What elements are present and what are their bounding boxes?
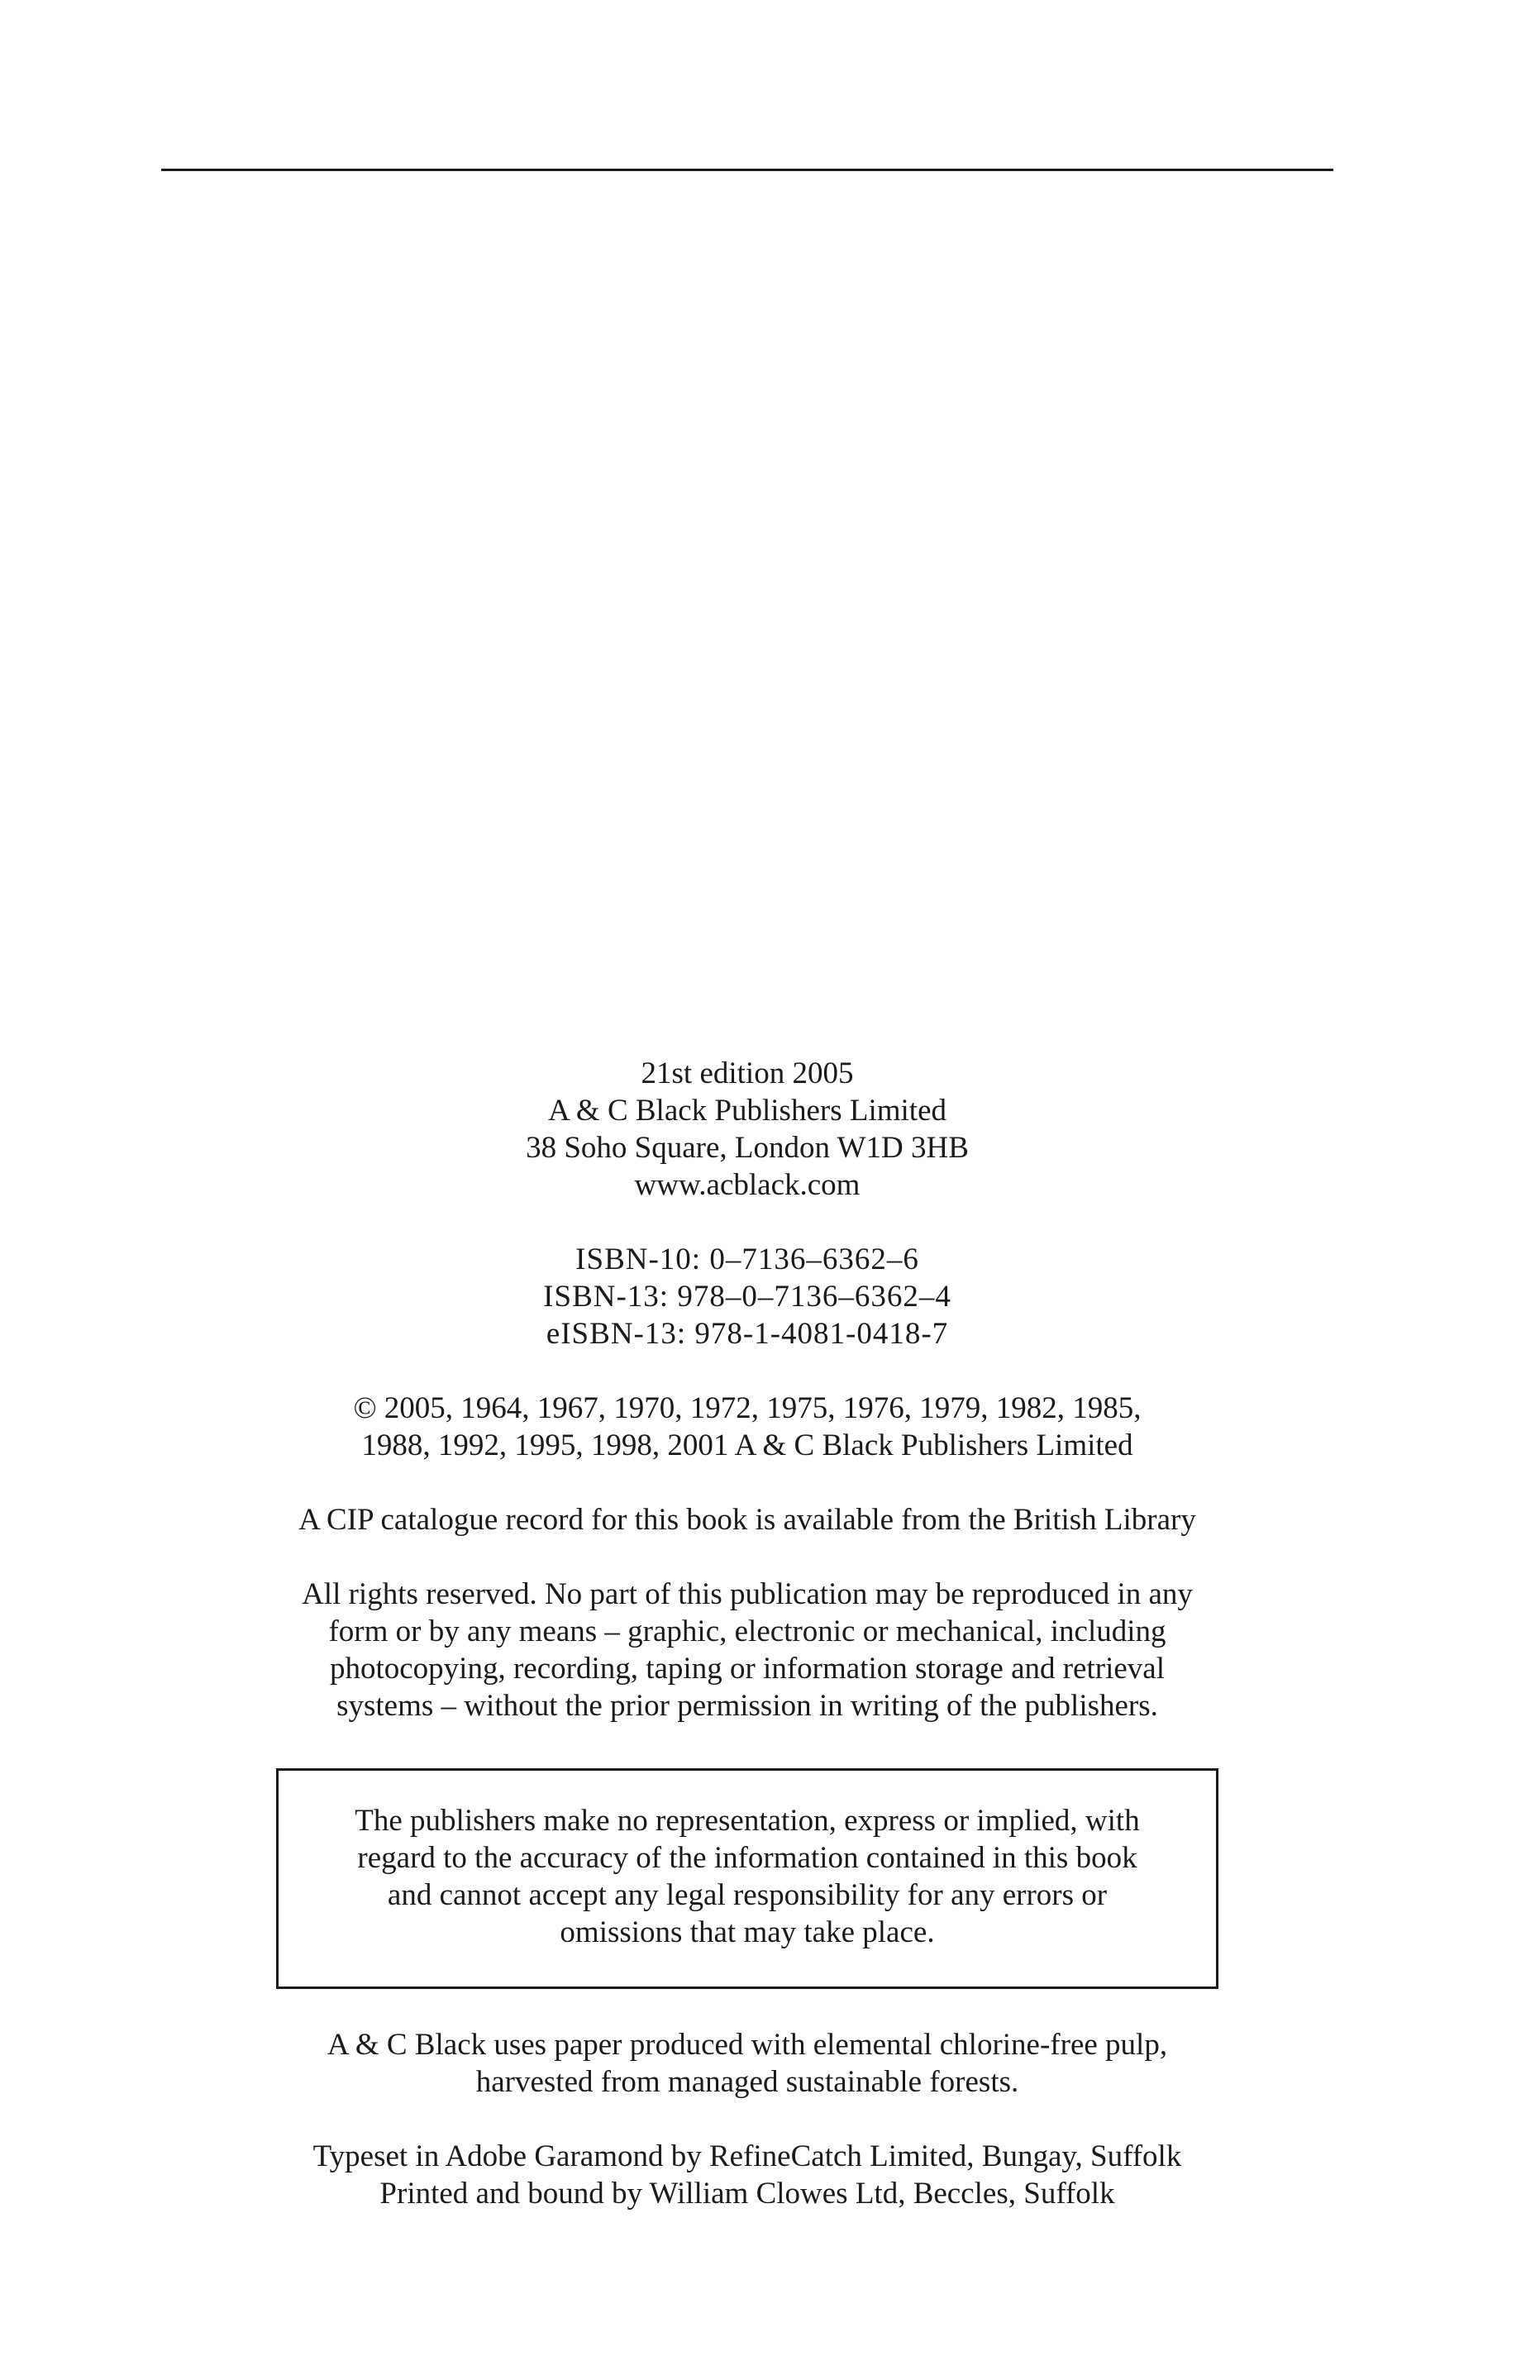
rights-block: [161, 1576, 1333, 1724]
cip-line: A CIP catalogue record for this book is available from the British Library: [298, 1503, 1196, 1537]
rights-line: All rights reserved. No part of this publication may be reproduced in any: [302, 1577, 1193, 1611]
top-rule: [161, 169, 1333, 171]
rights-line: photocopying, recording, taping or information storage and retrieval: [329, 1652, 1165, 1686]
typeset-block: [161, 2138, 1333, 2212]
cip-block: [161, 1501, 1333, 1538]
disclaimer-line: regard to the accuracy of the information contained in this book: [357, 1841, 1137, 1875]
typeset-line: Typeset in Adobe Garamond by RefineCatch Limited, Bungay, Suffolk: [312, 2139, 1182, 2173]
rights-line: systems – without the prior permission in writing of the publishers.: [336, 1689, 1158, 1723]
disclaimer-line: omissions that may take place.: [560, 1915, 935, 1949]
rights-line: form or by any means – graphic, electronic or mechanical, including: [328, 1614, 1166, 1648]
paper-block: [161, 2026, 1333, 2101]
copyright-line: © 2005, 1964, 1967, 1970, 1972, 1975, 1976, 1979, 1982, 1985,: [353, 1391, 1142, 1425]
copyright-line: 1988, 1992, 1995, 1998, 2001 A & C Black Publishers Limited: [361, 1428, 1133, 1462]
printer-line: Printed and bound by William Clowes Ltd, Beccles, Suffolk: [379, 2177, 1115, 2211]
isbn-13: ISBN-13: 978–0–7136–6362–4: [543, 1280, 951, 1314]
isbn-block: [161, 1241, 1333, 1352]
publisher-address: 38 Soho Square, London W1D 3HB: [526, 1131, 969, 1165]
publisher-name: A & C Black Publishers Limited: [547, 1094, 946, 1128]
publisher-website: www.acblack.com: [634, 1168, 861, 1202]
paper-line: harvested from managed sustainable forests.: [475, 2065, 1019, 2099]
disclaimer-line: The publishers make no representation, express or implied, with: [355, 1804, 1140, 1838]
paper-line: A & C Black uses paper produced with elemental chlorine-free pulp,: [327, 2028, 1168, 2062]
edition-line: 21st edition 2005: [641, 1056, 854, 1090]
eisbn-13: eISBN-13: 978-1-4081-0418-7: [546, 1317, 949, 1351]
disclaimer-line: and cannot accept any legal responsibility for any errors or: [387, 1878, 1108, 1912]
copyright-block: [161, 1390, 1333, 1464]
imprint-page: [161, 1055, 1333, 2212]
edition-block: [161, 1055, 1333, 1204]
disclaimer-box: [276, 1768, 1218, 1989]
isbn-10: ISBN-10: 0–7136–6362–6: [575, 1242, 919, 1276]
